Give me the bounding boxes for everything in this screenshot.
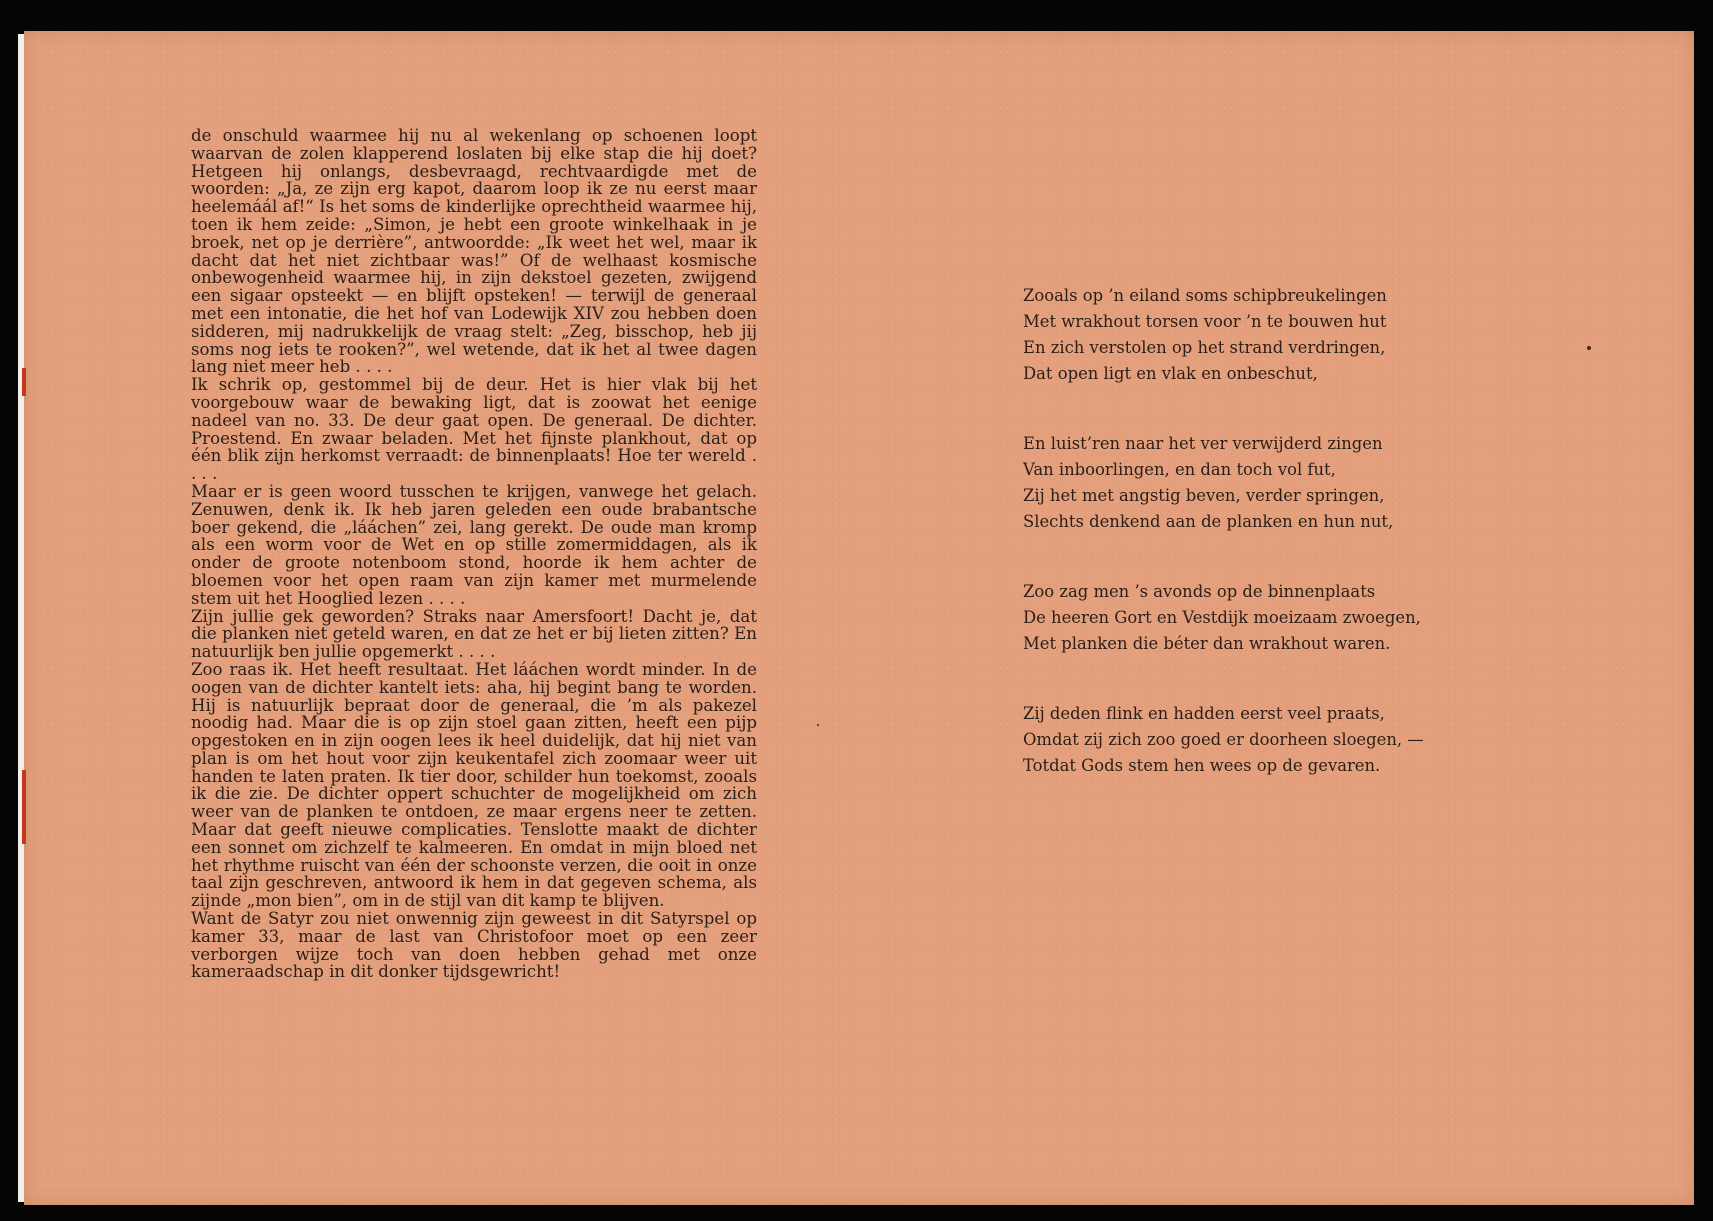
poem-line: Zij deden flink en hadden eerst veel praats,: [1023, 704, 1385, 723]
poem-line: En zich verstolen op het strand verdringen,: [1023, 338, 1386, 357]
poem-line: Zooals op ’n eiland soms schipbreukelingen: [1023, 286, 1387, 305]
prose-paragraph: Maar er is geen woord tusschen te krijgen, vanwege het gelach. Zenuwen, denk ik. Ik heb jaren geleden een oude brabantsche boer gekend, die „lááchen” zei, lang gerekt. De oude man kromp als een worm voor de Wet en op stille zomermiddagen, als ik onder de groote notenboom stond, hoorde ik hem achter de bloemen voor het open raam van zijn kamer met murmelende stem uit het Hooglied lezen . . . .: [191, 481, 757, 608]
prose-paragraph: Want de Satyr zou niet onwennig zijn geweest in dit Satyrspel op kamer 33, maar de last van Christofoor moet op een zeer verborgen wijze toch van doen hebben gehad met onze kameraadschap in dit donker tijdsgewricht!: [191, 909, 757, 982]
poem-line: Met planken die béter dan wrakhout waren.: [1023, 634, 1391, 653]
prose-paragraph: Zoo raas ik. Het heeft resultaat. Het lááchen wordt minder. In de oogen van de dichter kantelt iets: aha, hij begint bang te worden. Hij is natuurlijk bepraat door de generaal, die ’m als pakezel noodig had. Maar die is op zijn stoel gaan zitten, heeft een pijp opgestoken en in zijn oogen lees ik heel duidelijk, dat hij niet van plan is om het hout voor zijn keukentafel zich zoomaar weer uit handen te laten praten. Ik tier door, schilder hun toekomst, zooals ik die zie. De dichter oppert schuchter de mogelijkheid om zich weer van de planken te ontdoen, ze maar ergens neer te zetten. Maar dat geeft nieuwe complicaties. Tenslotte maakt de dichter een sonnet om zichzelf te kalmeeren. En omdat in mijn bloed net het rhythme ruischt van één der schoonste verzen, die ooit in onze taal zijn geschreven, antwoord ik hem in dat gegeven schema, als zijnde „mon bien”, om in de stijl van dit kamp te blijven.: [191, 659, 757, 911]
sonnet-stanza-2: [1023, 431, 1493, 535]
prose-paragraph: de onschuld waarmee hij nu al wekenlang op schoenen loopt waarvan de zolen klapperend loslaten bij elke stap die hij doet? Hetgeen hij onlangs, desbevraagd, rechtvaardigde met de woorden: „Ja, ze zijn erg kapot, daarom loop ik ze nu eerst maar heelemáál af!“ Is het soms de kinderlijke oprechtheid waarmee hij, toen ik hem zeide: „Simon, je hebt een groote winkelhaak in je broek, net op je derrière”, antwoordde: „Ik weet het wel, maar ik dacht dat het niet zichtbaar was!” Of de welhaast kosmische onbewogenheid waarmee hij, in zijn dekstoel gezeten, zwijgend een sigaar opsteekt — en blijft opsteken! — terwijl de generaal met een intonatie, die het hof van Lodewijk XIV zou hebben doen sidderen, mij nadrukkelijk de vraag stelt: „Zeg, bisschop, heb jij soms nog iets te rooken?”, wel wetende, dat ik het al twee dagen lang niet meer heb . . . .: [191, 126, 757, 377]
prose-paragraph: Zijn jullie gek geworden? Straks naar Amersfoort! Dacht je, dat die planken niet geteld waren, en dat ze het er bij lieten zitten? En natuurlijk ben jullie opgemerkt . . . .: [191, 606, 757, 662]
sonnet-stanza-1: [1023, 283, 1493, 387]
poem-line: De heeren Gort en Vestdijk moeizaam zwoegen,: [1023, 608, 1421, 627]
poem-line: En luist’ren naar het ver verwijderd zingen: [1023, 434, 1383, 453]
poem-line: Zij het met angstig beven, verder springen,: [1023, 486, 1385, 505]
poem-line: Van inboorlingen, en dan toch vol fut,: [1023, 460, 1336, 479]
left-page-prose: [191, 127, 757, 981]
prose-paragraph: Ik schrik op, gestommel bij de deur. Het is hier vlak bij het voorgebouw waar de bewaking ligt, dat is zoowat het eenige nadeel van no. 33. De deur gaat open. De generaal. De dichter. Proestend. En zwaar beladen. Met het fijnste plankhout, dat op één blik zijn herkomst verraadt: de binnenplaats! Hoe ter wereld . . . .: [191, 375, 757, 484]
right-page-sonnet: [1023, 283, 1493, 823]
poem-line: Zoo zag men ’s avonds op de binnenplaats: [1023, 582, 1376, 601]
paper-speck: [1587, 346, 1591, 350]
poem-line: Dat open ligt en vlak en onbeschut,: [1023, 364, 1318, 383]
binding-mark-top: [22, 368, 26, 396]
poem-line: Met wrakhout torsen voor ’n te bouwen hut: [1023, 312, 1387, 331]
binding-mark-bottom: [22, 770, 26, 844]
sonnet-stanza-3: [1023, 579, 1493, 657]
poem-line: Slechts denkend aan de planken en hun nut,: [1023, 512, 1394, 531]
paper-speck: [817, 724, 819, 726]
sonnet-stanza-4: [1023, 701, 1493, 779]
poem-line: Totdat Gods stem hen wees op de gevaren.: [1023, 756, 1381, 775]
poem-line: Omdat zij zich zoo goed er doorheen sloegen, —: [1023, 730, 1424, 749]
